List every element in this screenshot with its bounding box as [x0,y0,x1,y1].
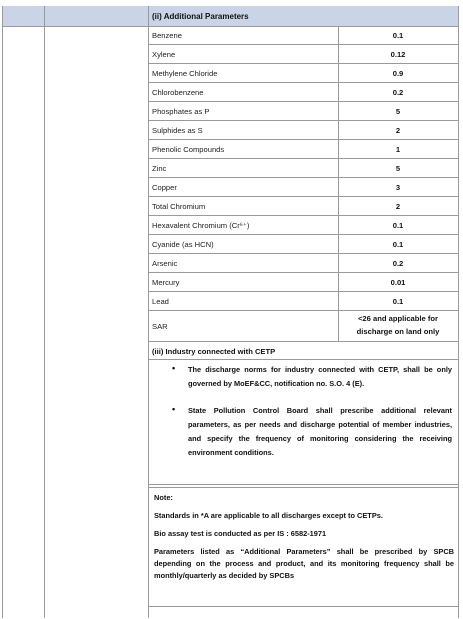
table-row [148,102,458,121]
param-value: 0.1 [392,297,404,306]
table-row [148,45,458,64]
table-row [148,178,458,197]
param-name: Methylene Chloride [152,69,218,78]
table-row [148,83,458,102]
table-row [148,273,458,292]
param-value: 0.1 [392,240,404,249]
sar-value-line2: discharge on land only [356,327,440,336]
table-row [148,197,458,216]
param-value: 5 [395,107,401,116]
table-row [148,235,458,254]
param-name: Chlorobenzene [152,88,204,97]
sar-value-line1: <26 and applicable for [358,314,438,323]
param-name: Hexavalent Chromium (Cr⁶⁺) [152,221,250,230]
table-row-sar [148,311,458,342]
param-name: Arsenic [152,259,178,268]
table-row [148,26,458,45]
col-border-right [458,6,459,618]
param-name: Copper [152,183,177,192]
param-name: SAR [152,322,168,331]
table-row [148,121,458,140]
param-name: Sulphides as S [152,126,203,135]
table-row [148,140,458,159]
param-value: 1 [395,145,401,154]
col-border-left [2,6,3,618]
param-value: 5 [395,164,401,173]
table-row [148,159,458,178]
param-name: Total Chromium [152,202,206,211]
table-row [148,216,458,235]
table-row [148,254,458,273]
param-name: Phenolic Compounds [152,145,225,154]
divider [148,606,458,607]
parameters-table [2,6,458,618]
cetp-bullet-1: The discharge norms for industry connected with CETP, shall be only governed by MoEF&CC, notification no. S.O. 4 (E). [188,365,452,388]
param-value: 0.2 [392,88,404,97]
param-name: Lead [152,297,169,306]
table-row [148,64,458,83]
bullet-dot: • [172,404,176,414]
divider [148,484,458,485]
note-heading: Note: [154,493,173,502]
table-row [148,292,458,311]
note-box [148,488,458,606]
param-name: Xylene [152,50,176,59]
cetp-bullets [148,360,458,487]
param-name: Phosphates as P [152,107,210,116]
col-border-1 [44,6,45,618]
param-value: 0.1 [392,221,404,230]
param-name: Zinc [152,164,167,173]
cetp-title: (iii) Industry connected with CETP [152,347,276,356]
param-value: 3 [395,183,401,192]
cetp-title-row [148,342,458,360]
cetp-bullet-2: State Pollution Control Board shall prescribe additional relevant parameters, as per needs and discharge potential of member industries, and specify the frequency of monitoring considering the receiving environment conditions. [188,406,452,457]
param-name: Mercury [152,278,180,287]
bullet-dot: • [172,363,176,373]
note-line-1: Standards in *A are applicable to all discharges except to CETPs. [154,511,383,520]
param-value: 0.12 [390,50,406,59]
param-name: Cyanide (as HCN) [152,240,214,249]
note-line-2: Bio assay test is conducted as per IS : 6582-1971 [154,529,327,538]
param-value: 2 [395,126,401,135]
param-value: 0.01 [390,278,406,287]
section-title-additional: (ii) Additional Parameters [152,12,249,21]
note-line-3: Parameters listed as “Additional Parameters” shall be prescribed by SPCB depending on the process and product, and its monitoring frequency shall be monthly/quarterly as decided by SPCBs [154,547,454,580]
param-value: 0.9 [392,69,404,78]
param-value: 0.1 [392,31,404,40]
param-name: Benzene [152,31,182,40]
param-value: 0.2 [392,259,404,268]
param-value: 2 [395,202,401,211]
